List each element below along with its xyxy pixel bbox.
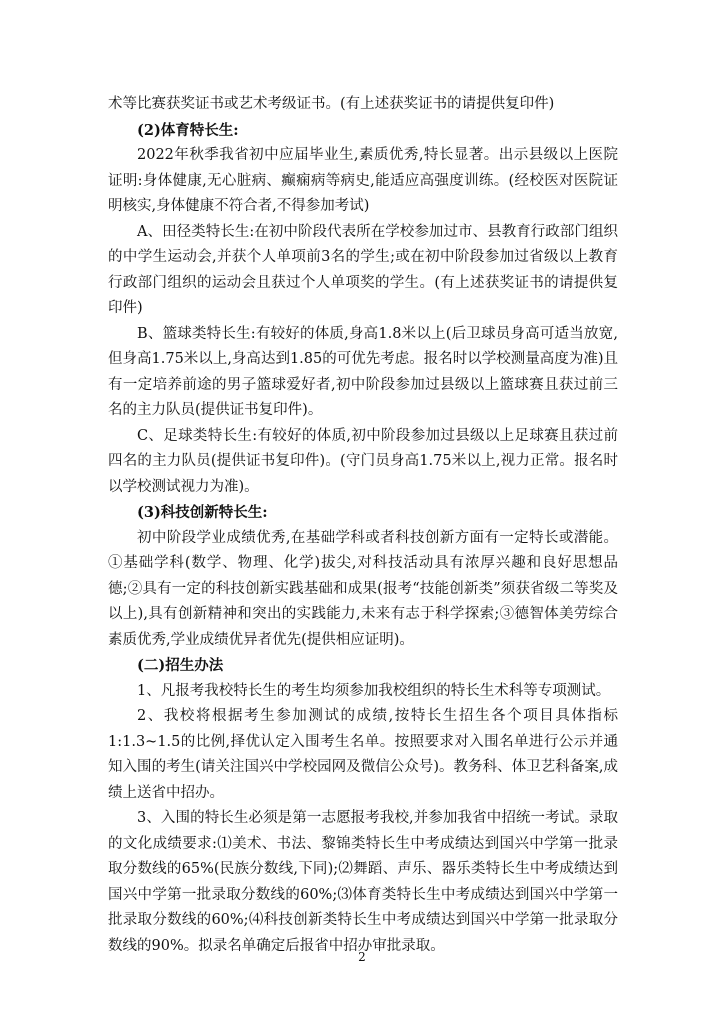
heading-sports-students: (2)体育特长生: [137,121,239,139]
heading-tech-innovation-students: (3)科技创新特长生: [137,504,268,521]
paragraph-track-field: A、田径类特长生:在初中阶段代表所在学校参加过市、县教育行政部门组织的中学生运动会,并获个人单项前3名的学生;或在初中阶段参加过省级以上教育行政部门组织的运动会且获过个人单项奖的学生。(有上述获奖证书的请提供复印件) [108,223,618,316]
paragraph-football: C、足球类特长生:有较好的体质,初中阶段参加过县级以上足球赛且获过前四名的主力队员(提供证书复印件)。(守门员身高1.75米以上,视力正常。报名时以学校测试视力为准)。 [108,427,618,495]
paragraph-method-1: 1、凡报考我校特长生的考生均须参加我校组织的特长生术科等专项测试。 [137,682,611,699]
paragraph-method-2: 2、我校将根据考生参加测试的成绩,按特长生招生各个项目具体指标1:1.3~1.5的比例,择优认定入围考生名单。按照要求对入围名单进行公示并通知入围的考生(请关注国兴中学校园网及微信公众号)。教务科、体卫艺科备案,成绩上送省中招办。 [108,708,618,801]
paragraph-continuation: 术等比赛获奖证书或艺术考级证书。(有上述获奖证书的请提供复印件) [108,96,555,112]
page-number: 2 [358,950,366,964]
paragraph-method-3: 3、入围的特长生必须是第一志愿报考我校,并参加我省中招统一考试。录取的文化成绩要求:⑴美术、书法、黎锦类特长生中考成绩达到国兴中学第一批录取分数线的65%(民族分数线,下同);⑵舞蹈、声乐、器乐类特长生中考成绩达到国兴中学第一批录取分数线的60%;⑶体育类特长生中考成绩达到国兴中学第一批录取分数线的60%;⑷科技创新类特长生中考成绩达到国兴中学第一批录取分数线的90%。拟录名单确定后报省中招办审批录取。 [108,810,618,954]
page-content [108,92,618,959]
paragraph-tech-innovation: 初中阶段学业成绩优秀,在基础学科或者科技创新方面有一定特长或潜能。①基础学科(数学、物理、化学)拔尖,对科技活动具有浓厚兴趣和良好思想品德;②具有一定的科技创新实践基础和成果(报考“技能创新类”须获省级二等奖及以上),具有创新精神和突出的实践能力,未来有志于科学探索;③德智体美劳综合素质优秀,学业成绩优异者优先(提供相应证明)。 [108,529,618,648]
paragraph-basketball: B、篮球类特长生:有较好的体质,身高1.8米以上(后卫球员身高可适当放宽,但身高1.75米以上,身高达到1.85的可优先考虑。报名时以学校测量高度为准)且有一定培养前途的男子篮球爱好者,初中阶段参加过县级以上篮球赛且获过前三名的主力队员(提供证书复印件)。 [108,325,618,418]
paragraph-sports-requirements: 2022年秋季我省初中应届毕业生,素质优秀,特长显著。出示县级以上医院证明:身体健康,无心脏病、癫痫病等病史,能适应高强度训练。(经校医对医院证明核实,身体健康不符合者,不得参加考试) [108,147,618,214]
heading-admission-method: (二)招生办法 [137,657,224,674]
